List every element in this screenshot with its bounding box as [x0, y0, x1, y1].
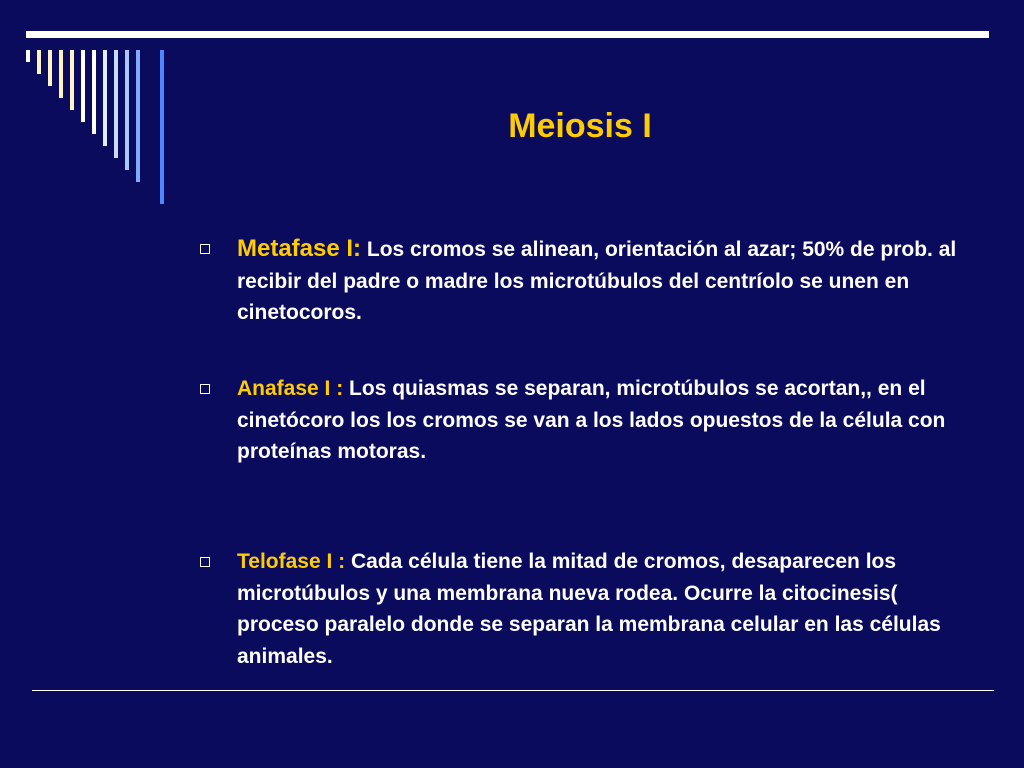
stripe — [70, 50, 74, 110]
decorative-stripes — [26, 50, 171, 210]
stripe — [103, 50, 107, 146]
bullet-text: Los cromos se alinean, orientación al azar; 50% de prob. al recibir del padre o madre los microtúbulos del centríolo se unen en cinetocoros. — [237, 238, 957, 324]
square-bullet-icon — [200, 384, 210, 394]
stripe — [136, 50, 140, 182]
bullet-label: Anafase I : — [237, 377, 350, 400]
bullet-label: Telofase I : — [237, 550, 351, 573]
stripe — [59, 50, 63, 98]
bottom-rule — [32, 690, 994, 691]
bullet-label: Metafase I: — [237, 235, 362, 262]
bullet-telofase — [200, 546, 980, 672]
stripe — [114, 50, 118, 158]
square-bullet-icon — [200, 244, 210, 254]
bullet-anafase — [200, 373, 980, 468]
bullet-text: Cada célula tiene la mitad de cromos, desaparecen los microtúbulos y una membrana nueva rodea. Ocurre la citocinesis( proceso paralelo donde se separan la membrana celular en las células animales. — [237, 550, 941, 668]
stripe — [48, 50, 52, 86]
stripe — [160, 50, 164, 204]
top-rule — [26, 31, 989, 38]
bullet-text: Los quiasmas se separan, microtúbulos se acortan,, en el cinetócoro los los cromos se van a los lados opuestos de la célula con proteínas motoras. — [237, 377, 946, 463]
bullet-metafase — [200, 233, 980, 329]
slide-title: Meiosis I — [508, 107, 652, 145]
stripe — [37, 50, 41, 74]
stripe — [81, 50, 85, 122]
stripe — [125, 50, 129, 170]
stripe — [92, 50, 96, 134]
square-bullet-icon — [200, 557, 210, 567]
stripe — [26, 50, 30, 62]
